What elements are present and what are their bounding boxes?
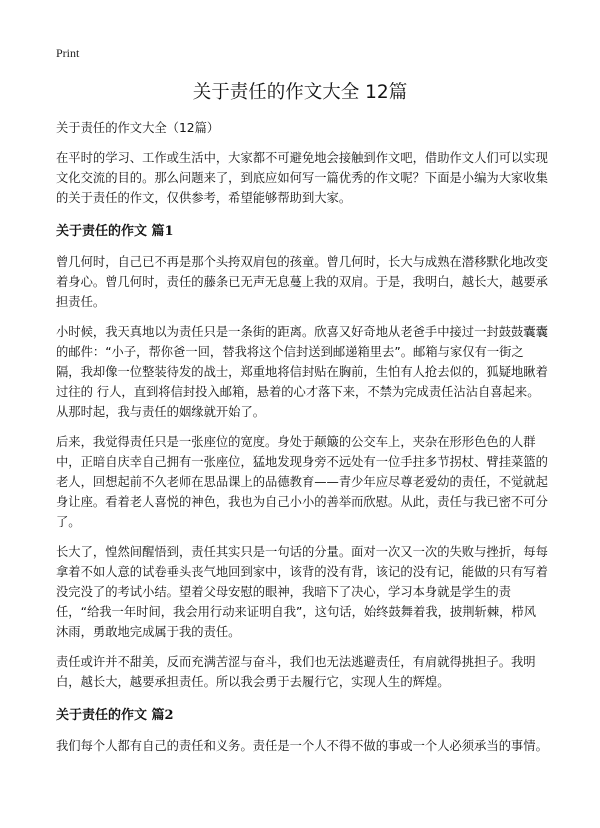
paragraph: 曾几何时，自己已不再是那个头挎双肩包的孩童。曾几何时，长大与成熟在潜移默化地改变着身心。曾几何时，责任的藤条已无声无息蔓上我的双肩。于是，我明白，越长大，越要承担责任。 [56, 255, 548, 309]
paragraph: 责任或许并不甜美，反而充满苦涩与奋斗，我们也无法逃避责任，有肩就得挑担子。我明白，越长大，越要承担责任。所以我会勇于去履行它，实现人生的辉煌。 [56, 655, 536, 689]
intro-paragraph: 在平时的学习、工作或生活中，大家都不可避免地会接触到作文吧，借助作文人们可以实现文化交流的目的。那么问题来了，到底应如何写一篇优秀的作文呢？下面是小编为大家收集的关于责任的作文，仅供参考，希望能够帮助到大家。 [56, 151, 548, 205]
page-title: 关于责任的作文大全 12篇 [192, 82, 408, 103]
document-subtitle: 关于责任的作文大全（12篇） [56, 121, 220, 135]
paragraph: 小时候，我天真地以为责任只是一条街的距离。欣喜又好奇地从老爸手中接过一封鼓鼓囊囊的邮件：“小子，帮你爸一回，替我将这个信封送到邮递箱里去”。邮箱与家仅有一街之隔，我却像一位整装待发的战士，郑重地将信封贴在胸前，生怕有人抢去似的，狐疑地瞅着过往的 行人，直到将信封投入邮箱，悬着的心才落下来，不禁为完成责任沾沾自喜起来。从那时起，我与责任的姻缘就开始了。 [56, 325, 548, 419]
section-heading: 关于责任的作文 篇1 [56, 224, 174, 239]
paragraph: 我们每个人都有自己的责任和义务。责任是一个人不得不做的事或一个人必须承当的事情。 [56, 739, 548, 753]
print-label[interactable]: Print [56, 46, 80, 60]
section-heading: 关于责任的作文 篇2 [56, 708, 174, 723]
paragraph: 长大了，惶然间醒悟到，责任其实只是一句话的分量。面对一次又一次的失败与挫折，每每拿着不如人意的试卷垂头丧气地回到家中，该背的没有背，该记的没有记，能做的只有写着没完没了的考试小结。望着父母安慰的眼神，我暗下了决心，学习本身就是学生的责任，“给我一年时间，我会用行动来证明自我”，这句话，始终鼓舞着我，披荆斩棘，栉风沐雨，勇敢地完成属于我的责任。 [56, 545, 548, 639]
document-body [56, 118, 548, 766]
paragraph: 后来，我觉得责任只是一张座位的宽度。身处于颠簸的公交车上，夹杂在形形色色的人群中，正暗自庆幸自己拥有一张座位，猛地发现身旁不远处有一位手拄多节拐杖、臂挂菜篮的老人，回想起前不久老师在思品课上的品德教育——青少年应尽尊老爱幼的责任，不觉就起身让座。看着老人喜悦的神色，我也为自己小小的善举而欣慰。从此，责任与我已密不可分了。 [56, 435, 548, 529]
